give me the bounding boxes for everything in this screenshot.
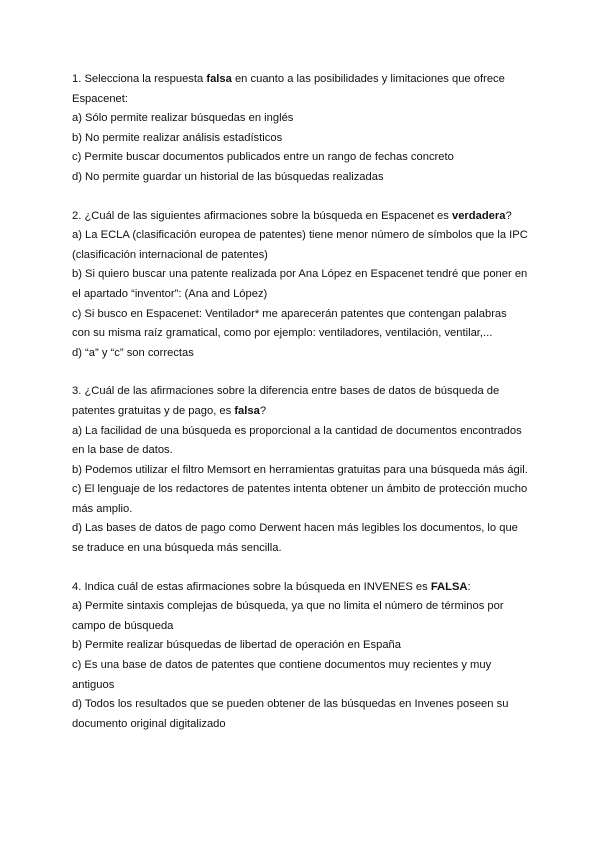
question-2-option-a: a) La ECLA (clasificación europea de patentes) tiene menor número de símbolos que la IPC	[72, 229, 528, 242]
question-4-option-d-cont: documento original digitalizado	[72, 717, 226, 730]
question-3-stem: 3. ¿Cuál de las afirmaciones sobre la diferencia entre bases de datos de búsqueda de	[72, 385, 500, 398]
question-1-option-a: a) Sólo permite realizar búsquedas en inglés	[72, 112, 294, 125]
stem-emphasis: falsa	[234, 404, 260, 417]
question-2-option-c-cont: con su misma raíz gramatical, como por ejemplo: ventiladores, ventilación, ventilar,...	[72, 327, 493, 340]
question-2	[72, 207, 532, 364]
question-3-option-b: b) Podemos utilizar el filtro Memsort en herramientas gratuitas para una búsqueda más ágil.	[72, 463, 528, 476]
document-page	[72, 70, 532, 753]
stem-emphasis: verdadera	[451, 209, 506, 222]
question-2-option-b-cont: el apartado “inventor”: (Ana and López)	[72, 287, 268, 300]
question-1-stem	[72, 70, 532, 90]
question-1-stem-cont: Espacenet:	[72, 92, 128, 105]
question-2-option-c: c) Si busco en Espacenet: Ventilador* me aparecerán patentes que contengan palabras	[72, 307, 507, 320]
question-4-option-d: d) Todos los resultados que se pueden obtener de las búsquedas en Invenes poseen su	[72, 698, 509, 711]
question-3-option-d-cont: se traduce en una búsqueda más sencilla.	[72, 542, 282, 555]
question-4	[72, 578, 532, 735]
stem-emphasis: falsa	[206, 73, 232, 85]
stem-text: en cuanto a las posibilidades y limitaciones que ofrece	[231, 73, 505, 85]
stem-text: ?	[505, 209, 512, 222]
question-3-stem-cont	[72, 402, 532, 422]
question-4-option-c: c) Es una base de datos de patentes que contiene documentos muy recientes y muy	[72, 659, 492, 672]
question-3-option-a-cont: en la base de datos.	[72, 444, 173, 457]
question-1	[72, 70, 532, 188]
question-2-stem	[72, 207, 532, 227]
question-4-option-a: a) Permite sintaxis complejas de búsqueda, ya que no limita el número de términos por	[72, 600, 504, 613]
question-2-option-d: d) “a” y “c” son correctas	[72, 346, 194, 359]
question-1-option-d: d) No permite guardar un historial de las búsquedas realizadas	[72, 170, 384, 183]
question-1-option-c: c) Permite buscar documentos publicados entre un rango de fechas concreto	[72, 151, 454, 164]
question-4-option-c-cont: antiguos	[72, 678, 115, 691]
question-1-option-b: b) No permite realizar análisis estadísticos	[72, 131, 283, 144]
stem-text: 2. ¿Cuál de las siguientes afirmaciones sobre la búsqueda en Espacenet es	[72, 209, 452, 222]
stem-emphasis: FALSA	[430, 580, 468, 593]
question-3-option-c: c) El lenguaje de los redactores de patentes intenta obtener un ámbito de protección mucho	[72, 483, 528, 496]
stem-text: :	[467, 580, 471, 593]
stem-text: 4. Indica cuál de estas afirmaciones sobre la búsqueda en INVENES es	[72, 580, 431, 593]
question-2-option-b: b) Si quiero buscar una patente realizada por Ana López en Espacenet tendré que poner en	[72, 268, 528, 281]
question-3-option-c-cont: más amplio.	[72, 502, 133, 515]
question-3-option-a: a) La facilidad de una búsqueda es proporcional a la cantidad de documentos encontrados	[72, 424, 522, 437]
question-4-option-a-cont: campo de búsqueda	[72, 619, 174, 632]
question-4-stem	[72, 578, 532, 598]
question-3-option-d: d) Las bases de datos de pago como Derwent hacen más legibles los documentos, lo que	[72, 522, 518, 535]
stem-text: patentes gratuitas y de pago, es	[72, 404, 235, 417]
stem-text: 1. Selecciona la respuesta	[72, 73, 207, 85]
stem-text: ?	[259, 404, 267, 417]
question-2-option-a-cont: (clasificación internacional de patentes)	[72, 248, 268, 261]
question-4-option-b: b) Permite realizar búsquedas de libertad de operación en España	[72, 639, 401, 652]
question-3	[72, 382, 532, 558]
